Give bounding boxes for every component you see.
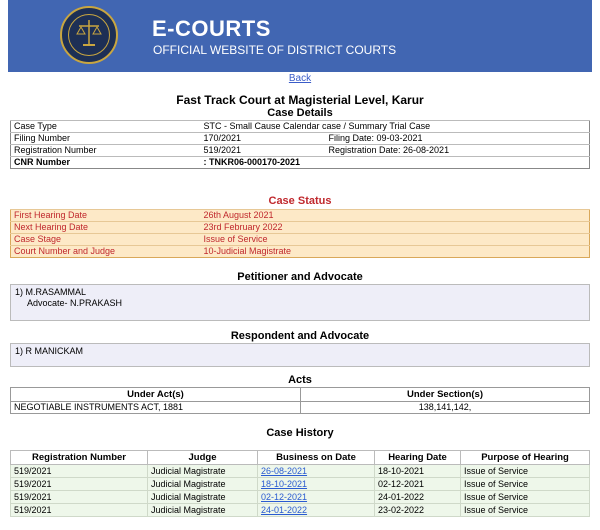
registration-date: Registration Date: 26-08-2021: [326, 145, 590, 157]
acts-table: [10, 387, 590, 414]
case-details-table: [10, 120, 590, 169]
acts-title: Acts: [288, 374, 312, 386]
registration-number-value: 519/2021: [201, 145, 326, 157]
hearing-date-cell: 02-12-2021: [375, 478, 461, 491]
case-status-title: Case Status: [268, 195, 332, 207]
petitioner-box: [10, 284, 590, 321]
petitioner-title: Petitioner and Advocate: [237, 271, 363, 283]
status-value: 23rd February 2022: [201, 222, 590, 234]
registration-number-cell: 519/2021: [11, 478, 148, 491]
case-history-title: Case History: [266, 427, 334, 439]
purpose-cell: Issue of Service: [461, 478, 590, 491]
table-row: [11, 222, 590, 234]
site-subtitle: OFFICIAL WEBSITE OF DISTRICT COURTS: [153, 43, 397, 57]
status-label: Case Stage: [11, 234, 201, 246]
registration-number-cell: 519/2021: [11, 465, 148, 478]
cnr-label: CNR Number: [11, 157, 201, 169]
filing-number-value: 170/2021: [201, 133, 326, 145]
business-date-link[interactable]: 02-12-2021: [261, 491, 308, 502]
column-header: Hearing Date: [375, 451, 461, 465]
table-row: [11, 402, 590, 414]
judge-cell: Judicial Magistrate: [148, 491, 258, 504]
site-title: E-COURTS: [152, 16, 271, 41]
purpose-cell: Issue of Service: [461, 504, 590, 517]
table-row: [11, 491, 590, 504]
status-label: Next Hearing Date: [11, 222, 201, 234]
table-row: [11, 121, 590, 133]
table-row: [11, 246, 590, 258]
hearing-date-cell: 23-02-2022: [375, 504, 461, 517]
table-header-row: [11, 451, 590, 465]
business-date-link[interactable]: 18-10-2021: [261, 478, 308, 489]
sections-column-header: Under Section(s): [301, 388, 590, 402]
court-emblem-icon: [60, 6, 118, 64]
table-row: [11, 504, 590, 517]
filing-date: Filing Date: 09-03-2021: [326, 133, 590, 145]
back-link[interactable]: Back: [288, 73, 312, 84]
hearing-date-cell: 18-10-2021: [375, 465, 461, 478]
case-type-value: STC - Small Cause Calendar case / Summary Trial Case: [201, 121, 590, 133]
column-header: Purpose of Hearing: [461, 451, 590, 465]
registration-number-cell: 519/2021: [11, 504, 148, 517]
act-name: NEGOTIABLE INSTRUMENTS ACT, 1881: [11, 402, 301, 414]
hearing-date-cell: 24-01-2022: [375, 491, 461, 504]
table-row: [11, 234, 590, 246]
case-history-table: [10, 450, 590, 517]
column-header: Registration Number: [11, 451, 148, 465]
status-label: Court Number and Judge: [11, 246, 201, 258]
purpose-cell: Issue of Service: [461, 465, 590, 478]
column-header: Judge: [148, 451, 258, 465]
filing-number-label: Filing Number: [11, 133, 201, 145]
cnr-value: : TNKR06-000170-2021: [201, 157, 590, 169]
respondent-title: Respondent and Advocate: [230, 330, 370, 342]
registration-number-cell: 519/2021: [11, 491, 148, 504]
judge-cell: Judicial Magistrate: [148, 465, 258, 478]
respondent-name: 1) R MANICKAM: [15, 346, 84, 356]
status-value: 10-Judicial Magistrate: [201, 246, 590, 258]
judge-cell: Judicial Magistrate: [148, 478, 258, 491]
site-header: [8, 0, 592, 72]
act-sections: 138,141,142,: [301, 402, 590, 414]
case-details-title: Case Details: [267, 107, 333, 119]
table-row: [11, 210, 590, 222]
acts-column-header: Under Act(s): [11, 388, 301, 402]
status-value: 26th August 2021: [201, 210, 590, 222]
table-row: [11, 133, 590, 145]
petitioner-name: 1) M.RASAMMAL: [15, 287, 87, 297]
table-row: [11, 465, 590, 478]
status-value: Issue of Service: [201, 234, 590, 246]
respondent-box: [10, 343, 590, 367]
court-name: Fast Track Court at Magisterial Level, Karur: [176, 93, 424, 107]
table-row: [11, 145, 590, 157]
status-label: First Hearing Date: [11, 210, 201, 222]
registration-number-label: Registration Number: [11, 145, 201, 157]
table-row: [11, 157, 590, 169]
business-date-link[interactable]: 24-01-2022: [261, 504, 308, 515]
business-date-link[interactable]: 26-08-2021: [261, 465, 308, 476]
column-header: Business on Date: [258, 451, 375, 465]
petitioner-advocate: Advocate- N.PRAKASH: [27, 298, 123, 308]
table-row: [11, 388, 590, 402]
table-row: [11, 478, 590, 491]
case-status-table: [10, 209, 590, 258]
purpose-cell: Issue of Service: [461, 491, 590, 504]
case-type-label: Case Type: [11, 121, 201, 133]
judge-cell: Judicial Magistrate: [148, 504, 258, 517]
justice-scale-icon: [76, 18, 102, 48]
